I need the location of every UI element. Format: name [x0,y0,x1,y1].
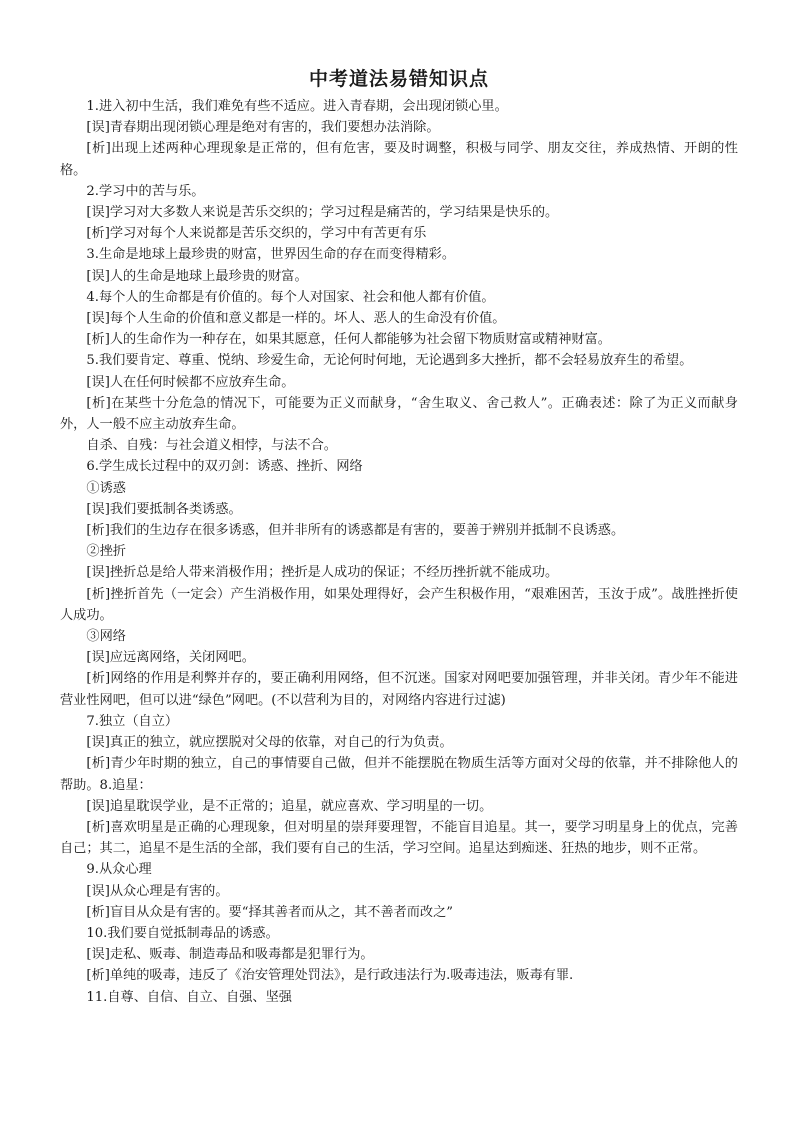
paragraph: [误]追星耽误学业，是不正常的；追星，就应喜欢、学习明星的一切。 [86,798,493,814]
paragraph: ①诱惑 [86,480,126,496]
document-body [60,96,738,1008]
paragraph: [析]挫折首先（一定会）产生消极作用，如果处理得好，会产生积极作用，“艰难困苦，玉汝于成”。战胜挫折使人成功。 [60,586,738,623]
paragraph: [误]每个人生命的价值和意义都是一样的。坏人、恶人的生命没有价值。 [86,311,506,327]
paragraph: [析]单纯的吸毒，违反了《治安管理处罚法》，是行政违法行为.吸毒违法，贩毒有罪. [86,968,574,984]
paragraph: [析]出现上述两种心理现象是正常的，但有危害，要及时调整，积极与同学、朋友交往，养成热情、开朗的性格。 [60,141,738,178]
paragraph: ②挫折 [86,544,126,560]
paragraph: [误]学习对大多数人来说是苦乐交织的；学习过程是痛苦的，学习结果是快乐的。 [86,205,559,221]
paragraph: [误]人的生命是地球上最珍贵的财富。 [86,268,308,284]
paragraph: [误]从众心理是有害的。 [86,883,229,899]
paragraph: 1.进入初中生活，我们难免有些不适应。进入青春期，会出现闭锁心里。 [86,99,508,114]
paragraph: 3.生命是地球上最珍贵的财富，世界因生命的存在而变得精彩。 [86,247,456,263]
paragraph: [析]学习对每个人来说都是苦乐交织的，学习中有苦更有乐 [86,226,427,242]
paragraph: [析]网络的作用是利弊并存的，要正确利用网络，但不沉迷。国家对网吧要加强管理，并非关闭。青少年不能进营业性网吧，但可以进“绿色”网吧。(不以营利为目的，对网络内容进行过滤) [60,671,738,708]
paragraph: 6.学生成长过程中的双刃剑：诱惑、挫折、网络 [86,459,363,475]
paragraph: [误]我们要抵制各类诱惑。 [86,501,242,517]
paragraph: 自杀、自残：与社会道义相悖，与法不合。 [86,438,337,454]
document-page [60,66,738,1008]
paragraph: [析]盲目从众是有害的。要“择其善者而从之，其不善者而改之” [86,904,454,920]
paragraph: [析]青少年时期的独立，自己的事情要自己做，但并不能摆脱在物质生活等方面对父母的依靠，并不排除他人的帮助。8.追星： [60,756,738,793]
paragraph: [析]喜欢明星是正确的心理现象，但对明星的崇拜要理智，不能盲目追星。其一，要学习明星身上的优点，完善自己；其二，追星不是生活的全部，我们要有自己的生活，学习空间。追星达到痴迷、狂热的地步，则不正常。 [60,819,738,857]
paragraph: 9.从众心理 [86,862,152,878]
paragraph: [析]人的生命作为一种存在，如果其愿意，任何人都能够为社会留下物质财富或精神财富。 [86,332,611,348]
paragraph: 7.独立（自立） [86,713,179,729]
paragraph: 11.自尊、自信、自立、自强、坚强 [86,989,292,1005]
paragraph: 5.我们要肯定、尊重、悦纳、珍爱生命，无论何时何地，无论遇到多大挫折，都不会轻易放弃生的希望。 [86,353,693,369]
paragraph: [误]挫折总是给人带来消极作用；挫折是人成功的保证；不经历挫折就不能成功。 [86,565,559,581]
paragraph: [误]人在任何时候都不应放弃生命。 [86,374,295,390]
paragraph: 2.学习中的苦与乐。 [86,183,205,199]
paragraph: 4.每个人的生命都是有价值的。每个人对国家、社会和他人都有价值。 [86,289,495,305]
paragraph: [误]真正的独立，就应摆脱对父母的依靠，对自己的行为负责。 [86,735,453,751]
paragraph: [误]应远离网络，关闭网吧。 [86,650,255,666]
paragraph: [误]青春期出现闭锁心理是绝对有害的，我们要想办法消除。 [86,120,440,136]
paragraph: [误]走私、贩毒、制造毒品和吸毒都是犯罪行为。 [86,947,374,963]
document-title: 中考道法易错知识点 [308,68,489,90]
paragraph: 10.我们要自觉抵制毒品的诱惑。 [86,925,279,941]
paragraph: [析]在某些十分危急的情况下，可能要为正义而献身，“舍生取义、舍己救人”。正确表述：除了为正义而献身外，人一般不应主动放弃生命。 [60,395,738,433]
paragraph: [析]我们的生边存在很多诱惑，但并非所有的诱惑都是有害的，要善于辨别并抵制不良诱惑。 [86,523,625,539]
paragraph: ③网络 [86,629,126,645]
